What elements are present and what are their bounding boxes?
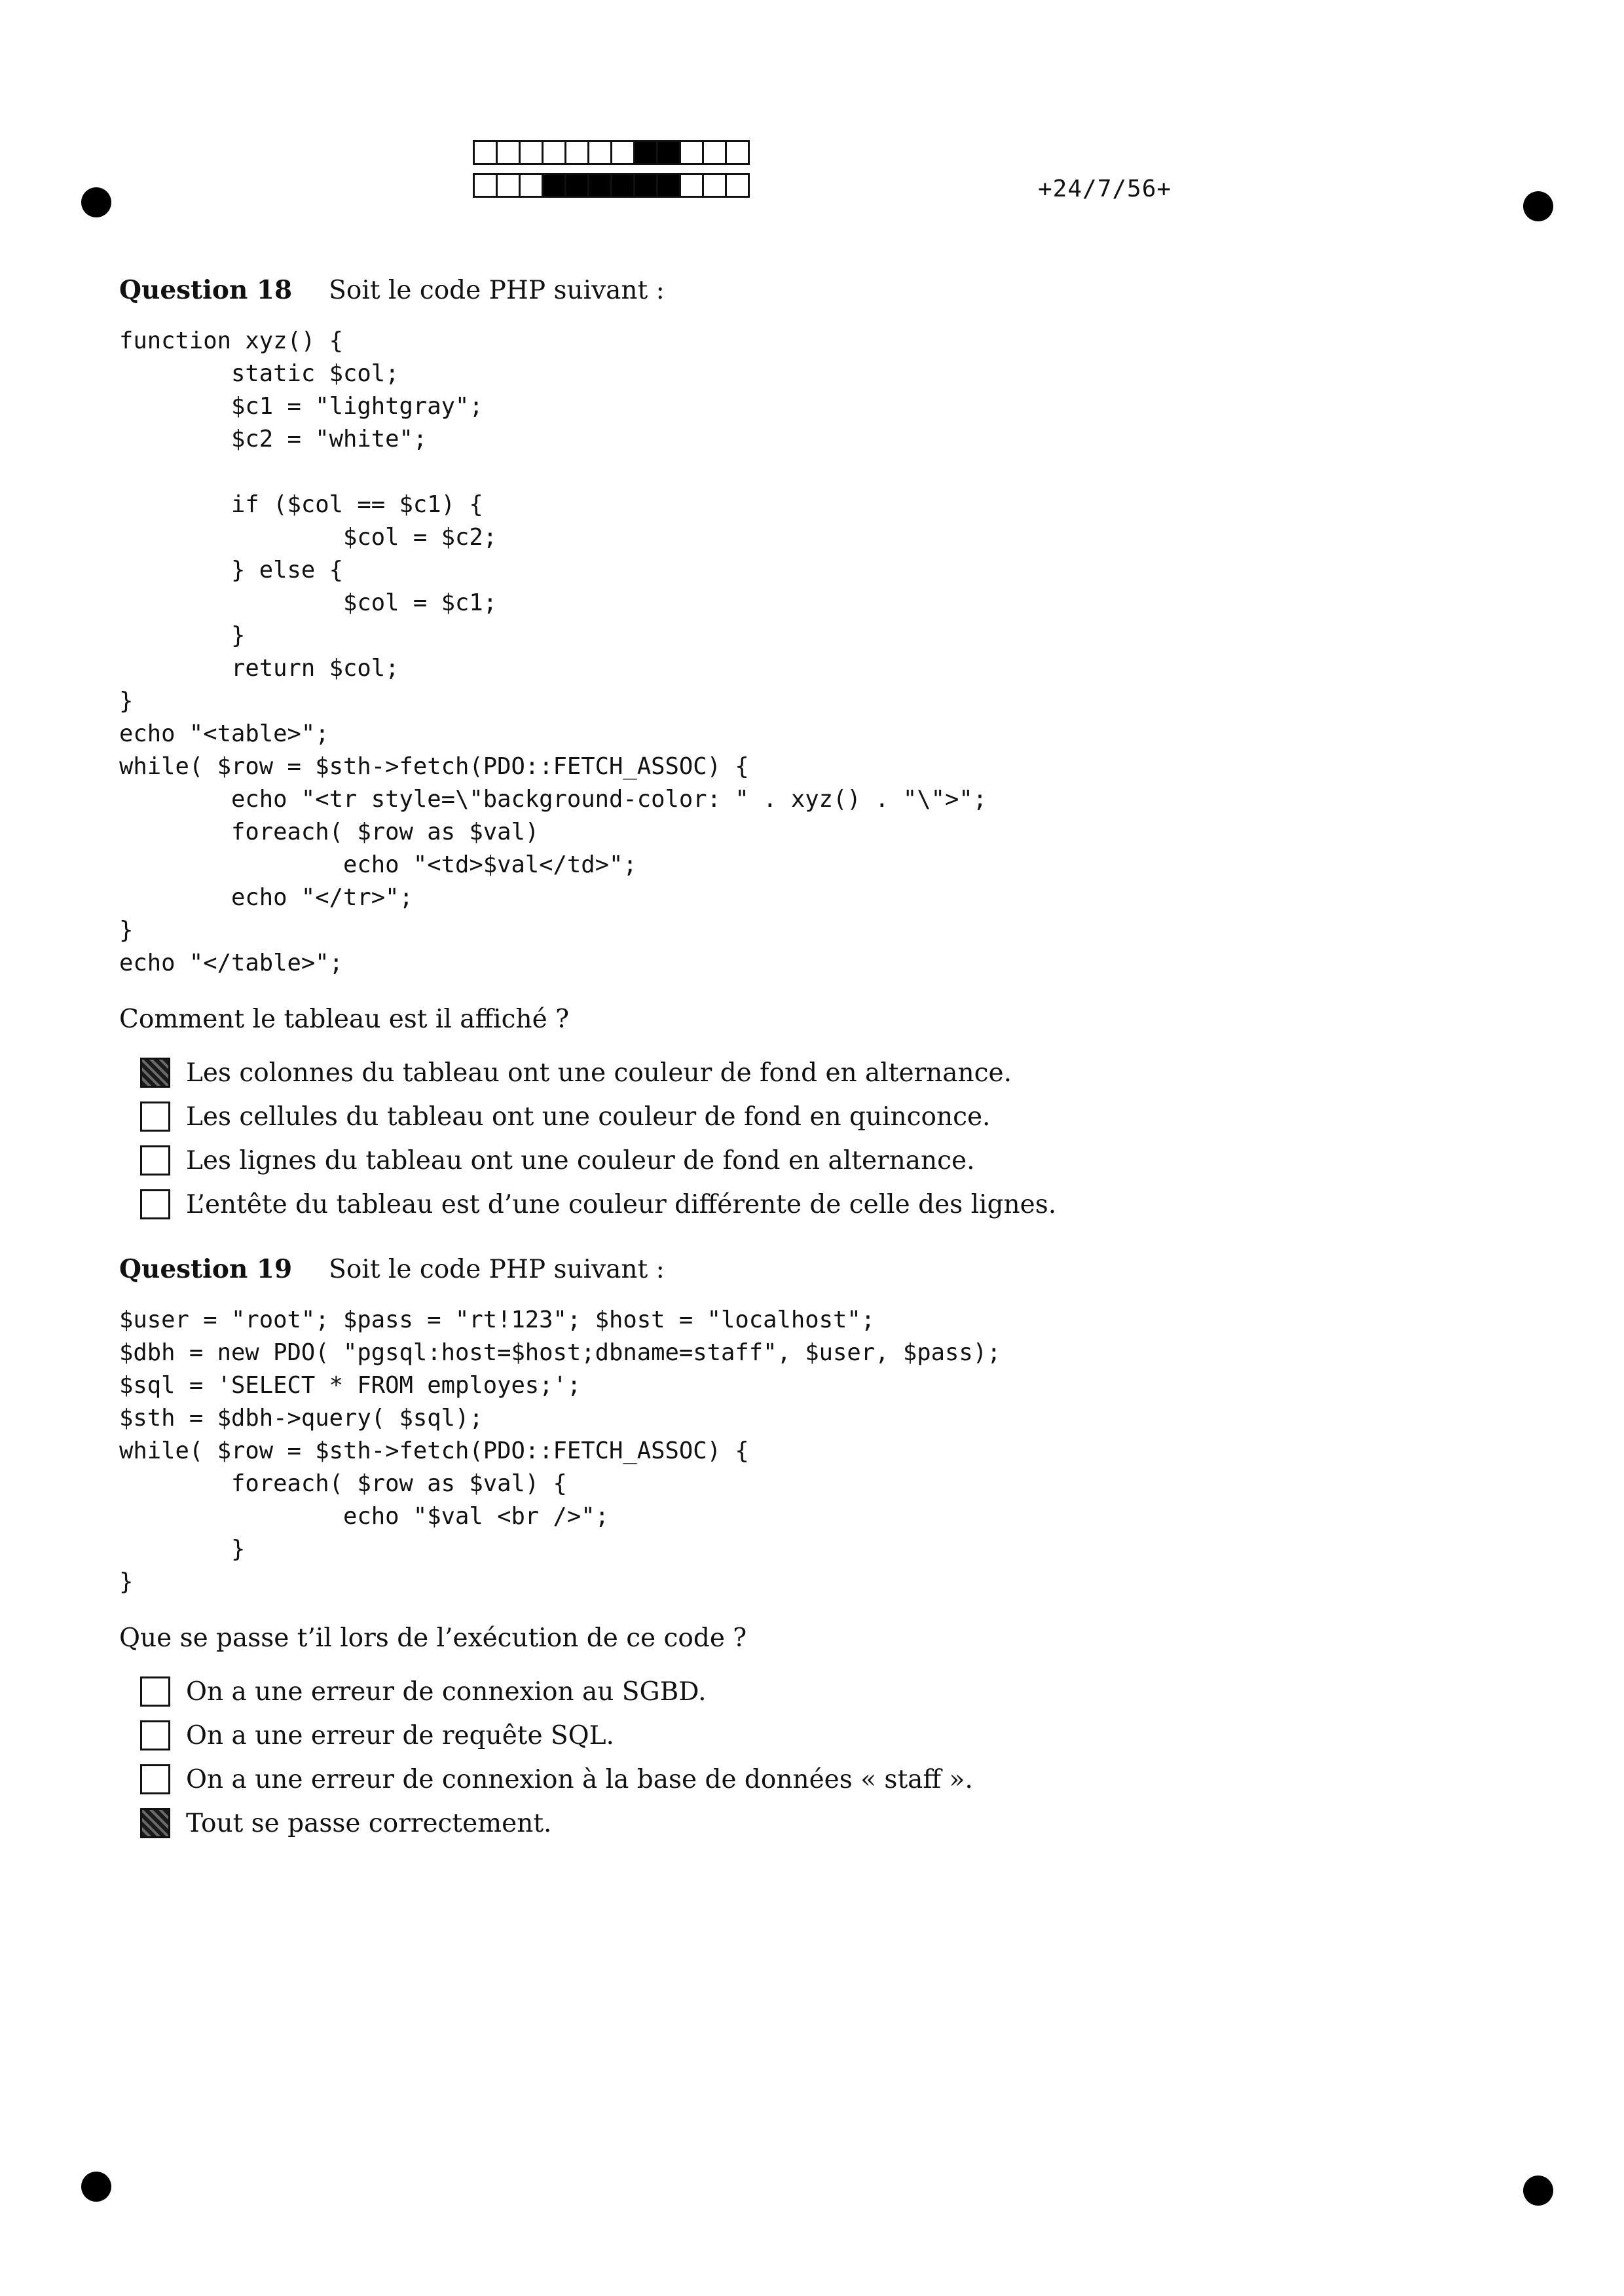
barcode-cell: [656, 140, 681, 165]
answer-label: L’entête du tableau est d’une couleur différente de celle des lignes.: [186, 1189, 1057, 1219]
barcode-cell: [702, 140, 727, 165]
question-19: [119, 1254, 1527, 1851]
barcode-cell: [564, 140, 589, 165]
barcode-cell: [679, 173, 704, 198]
barcode-cell: [473, 173, 498, 198]
code-block: $user = "root"; $pass = "rt!123"; $host = "localhost"; $dbh = new PDO( "pgsql:host=$host;dbname=staff", $user, $pass); $sql = 'SELECT * FROM employes;'; $sth = $dbh->query( $sql); while( $row = $sth->fetch(PDO::FETCH_ASSOC) { foreach( $row as $val) { echo "$val <br />"; } }: [119, 1306, 1001, 1595]
barcode-cell: [519, 140, 544, 165]
answer-label: On a une erreur de connexion à la base de données « staff ».: [186, 1764, 973, 1794]
barcode-cell: [610, 140, 635, 165]
barcode-cell: [633, 173, 658, 198]
answer-checkbox[interactable]: [140, 1808, 170, 1838]
barcode-cell: [679, 140, 704, 165]
answer-label: On a une erreur de requête SQL.: [186, 1720, 614, 1750]
barcode-row-2: [473, 173, 748, 198]
barcode-cell: [725, 173, 750, 198]
barcode-cell: [610, 173, 635, 198]
barcode-cell: [473, 140, 498, 165]
answer-checkbox[interactable]: [140, 1058, 170, 1088]
answer-checkbox[interactable]: [140, 1145, 170, 1176]
question-number: Question 18: [119, 275, 293, 305]
question-prompt: Comment le tableau est il affiché ?: [119, 1005, 569, 1034]
registration-mark-bottom-right: [1523, 2176, 1553, 2206]
barcode-cell: [725, 140, 750, 165]
barcode-cell: [633, 140, 658, 165]
registration-mark-bottom-left: [81, 2172, 111, 2202]
answer-label: Les lignes du tableau ont une couleur de fond en alternance.: [186, 1145, 975, 1176]
answer-label: Tout se passe correctement.: [186, 1808, 552, 1838]
barcode-cell: [702, 173, 727, 198]
answer-list: [140, 1675, 1527, 1840]
answer-checkbox[interactable]: [140, 1189, 170, 1219]
answer-checkbox[interactable]: [140, 1764, 170, 1794]
answer-checkbox[interactable]: [140, 1676, 170, 1707]
answer-option[interactable]: [140, 1144, 1527, 1177]
answer-label: On a une erreur de connexion au SGBD.: [186, 1676, 707, 1707]
answer-checkbox[interactable]: [140, 1102, 170, 1132]
answer-option[interactable]: [140, 1675, 1527, 1708]
answer-option[interactable]: [140, 1807, 1527, 1840]
barcode-cell: [496, 173, 521, 198]
answer-option[interactable]: [140, 1763, 1527, 1796]
answer-checkbox[interactable]: [140, 1720, 170, 1750]
question-heading: [119, 275, 1527, 305]
question-18: [119, 275, 1527, 1232]
question-prompt: Que se passe t’il lors de l’exécution de ce code ?: [119, 1623, 747, 1653]
page-id: +24/7/56+: [1038, 176, 1172, 202]
barcode-cell: [496, 140, 521, 165]
answer-option[interactable]: [140, 1719, 1527, 1752]
barcode-cell: [542, 173, 566, 198]
answer-list: [140, 1056, 1527, 1221]
code-block: function xyz() { static $col; $c1 = "lightgray"; $c2 = "white"; if ($col == $c1) { $col = $c2; } else { $col = $c1; } return $col; } echo "<table>"; while( $row = $sth->fetch(PDO::FETCH_ASSOC) { echo "<tr style=\"background-color: " . xyz() . "\">"; foreach( $row as $val) echo "<td>$val</td>"; echo "</tr>"; } echo "</table>";: [119, 327, 987, 976]
barcode-cell: [587, 140, 612, 165]
registration-mark-top-right: [1523, 191, 1553, 221]
answer-option[interactable]: [140, 1100, 1527, 1133]
answer-option[interactable]: [140, 1188, 1527, 1221]
answer-label: Les colonnes du tableau ont une couleur de fond en alternance.: [186, 1058, 1012, 1088]
registration-mark-top-left: [81, 187, 111, 217]
question-number: Question 19: [119, 1254, 293, 1284]
answer-option[interactable]: [140, 1056, 1527, 1089]
barcode-cell: [587, 173, 612, 198]
answer-label: Les cellules du tableau ont une couleur de fond en quinconce.: [186, 1102, 991, 1132]
barcode-cell: [519, 173, 544, 198]
barcode-row-1: [473, 140, 748, 165]
question-heading: [119, 1254, 1527, 1284]
barcode-cell: [656, 173, 681, 198]
question-intro: Soit le code PHP suivant :: [329, 276, 665, 305]
barcode-cell: [564, 173, 589, 198]
barcode-cell: [542, 140, 566, 165]
question-intro: Soit le code PHP suivant :: [329, 1255, 665, 1284]
